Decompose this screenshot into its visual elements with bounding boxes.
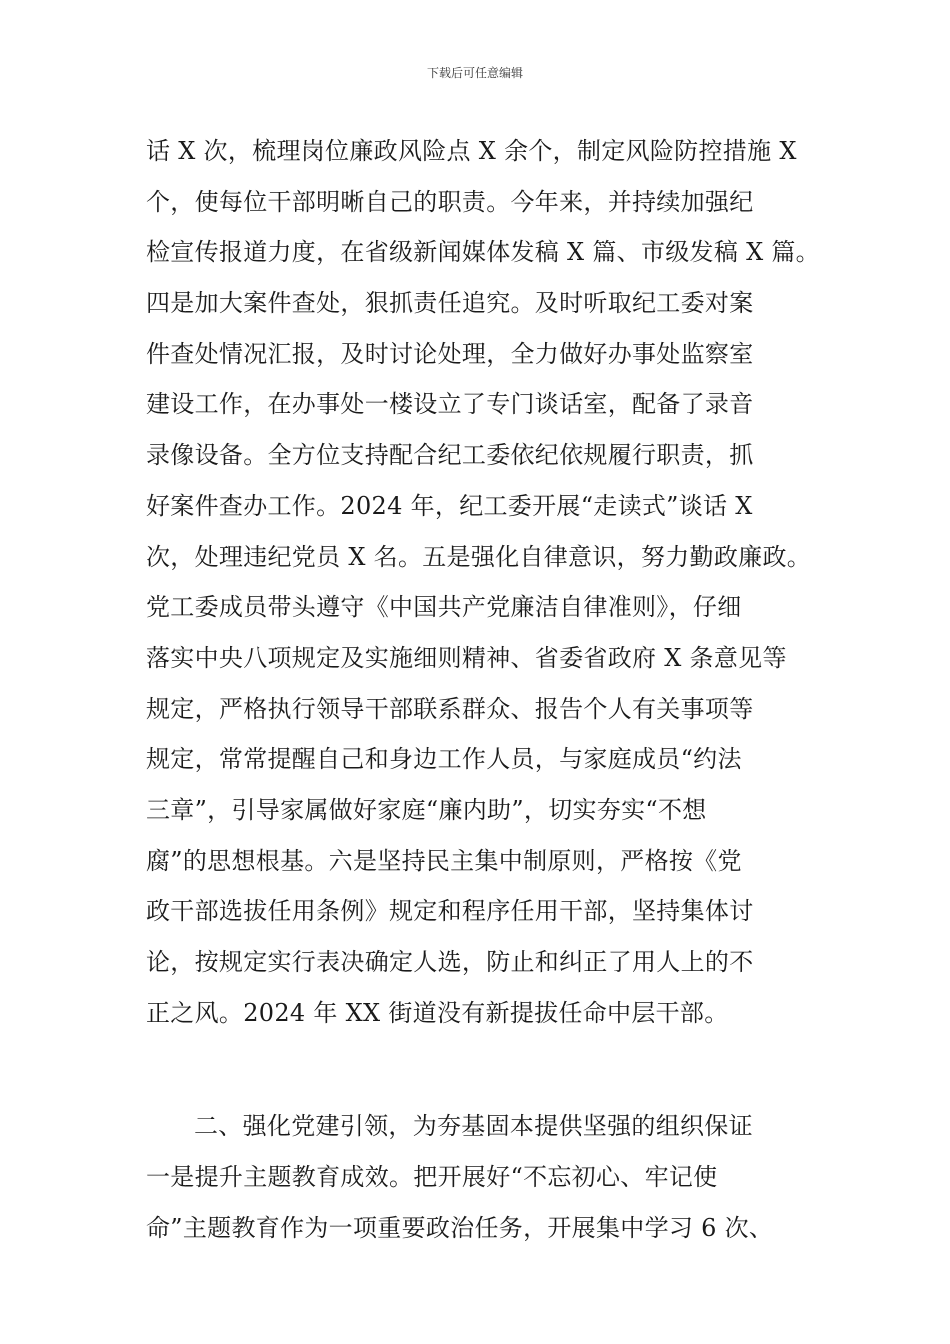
text-line: 命”主题教育作为一项重要政治任务，开展集中学习 6 次、 xyxy=(146,1213,774,1242)
text-line: 落实中央八项规定及实施细则精神、省委省政府 X 条意见等 xyxy=(146,643,787,672)
text-line: 规定，严格执行领导干部联系群众、报告个人有关事项等 xyxy=(146,694,754,723)
document-body xyxy=(146,126,826,1253)
page-header: 下载后可任意编辑 xyxy=(426,66,523,80)
text-line: 三章”，引导家属做好家庭“廉内助”，切实夯实“不想 xyxy=(146,795,707,824)
text-line: 件查处情况汇报，及时讨论处理，全力做好办事处监察室 xyxy=(146,339,754,368)
text-line: 次，处理违纪党员 X 名。五是强化自律意识，努力勤政廉政。 xyxy=(146,542,812,571)
text-line: 好案件查办工作。2024 年，纪工委开展“走读式”谈话 X xyxy=(146,491,753,520)
text-line: 腐”的思想根基。六是坚持民主集中制原则，严格按《党 xyxy=(146,846,742,875)
text-line: 一是提升主题教育成效。把开展好“不忘初心、牢记使 xyxy=(146,1163,718,1192)
text-line: 话 X 次，梳理岗位廉政风险点 X 余个，制定风险防控措施 X xyxy=(146,137,797,165)
paragraph-spacer xyxy=(146,1038,826,1101)
text-line: 党工委成员带头遵守《中国共产党廉洁自律准则》，仔细 xyxy=(146,593,742,622)
text-line: 规定，常常提醒自己和身边工作人员，与家庭成员“约法 xyxy=(146,745,742,774)
paragraph xyxy=(146,126,826,1038)
text-line: 政干部选拔任用条例》规定和程序任用干部，坚持集体讨 xyxy=(146,897,754,926)
text-line: 个，使每位干部明晰自己的职责。今年来，并持续加强纪 xyxy=(146,187,754,216)
text-line: 四是加大案件查处，狠抓责任追究。及时听取纪工委对案 xyxy=(146,289,754,318)
text-line: 正之风。2024 年 XX 街道没有新提拔任命中层干部。 xyxy=(146,998,729,1027)
section-heading: 二、强化党建引领，为夯基固本提供坚强的组织保证 xyxy=(194,1112,753,1141)
text-line: 论，按规定实行表决确定人选，防止和纠正了用人上的不 xyxy=(146,948,754,976)
text-line: 录像设备。全方位支持配合纪工委依纪依规履行职责，抓 xyxy=(146,441,754,470)
text-line: 建设工作，在办事处一楼设立了专门谈话室，配备了录音 xyxy=(146,390,754,419)
text-line: 检宣传报道力度，在省级新闻媒体发稿 X 篇、市级发稿 X 篇。 xyxy=(146,238,820,267)
section-two xyxy=(146,1101,826,1253)
